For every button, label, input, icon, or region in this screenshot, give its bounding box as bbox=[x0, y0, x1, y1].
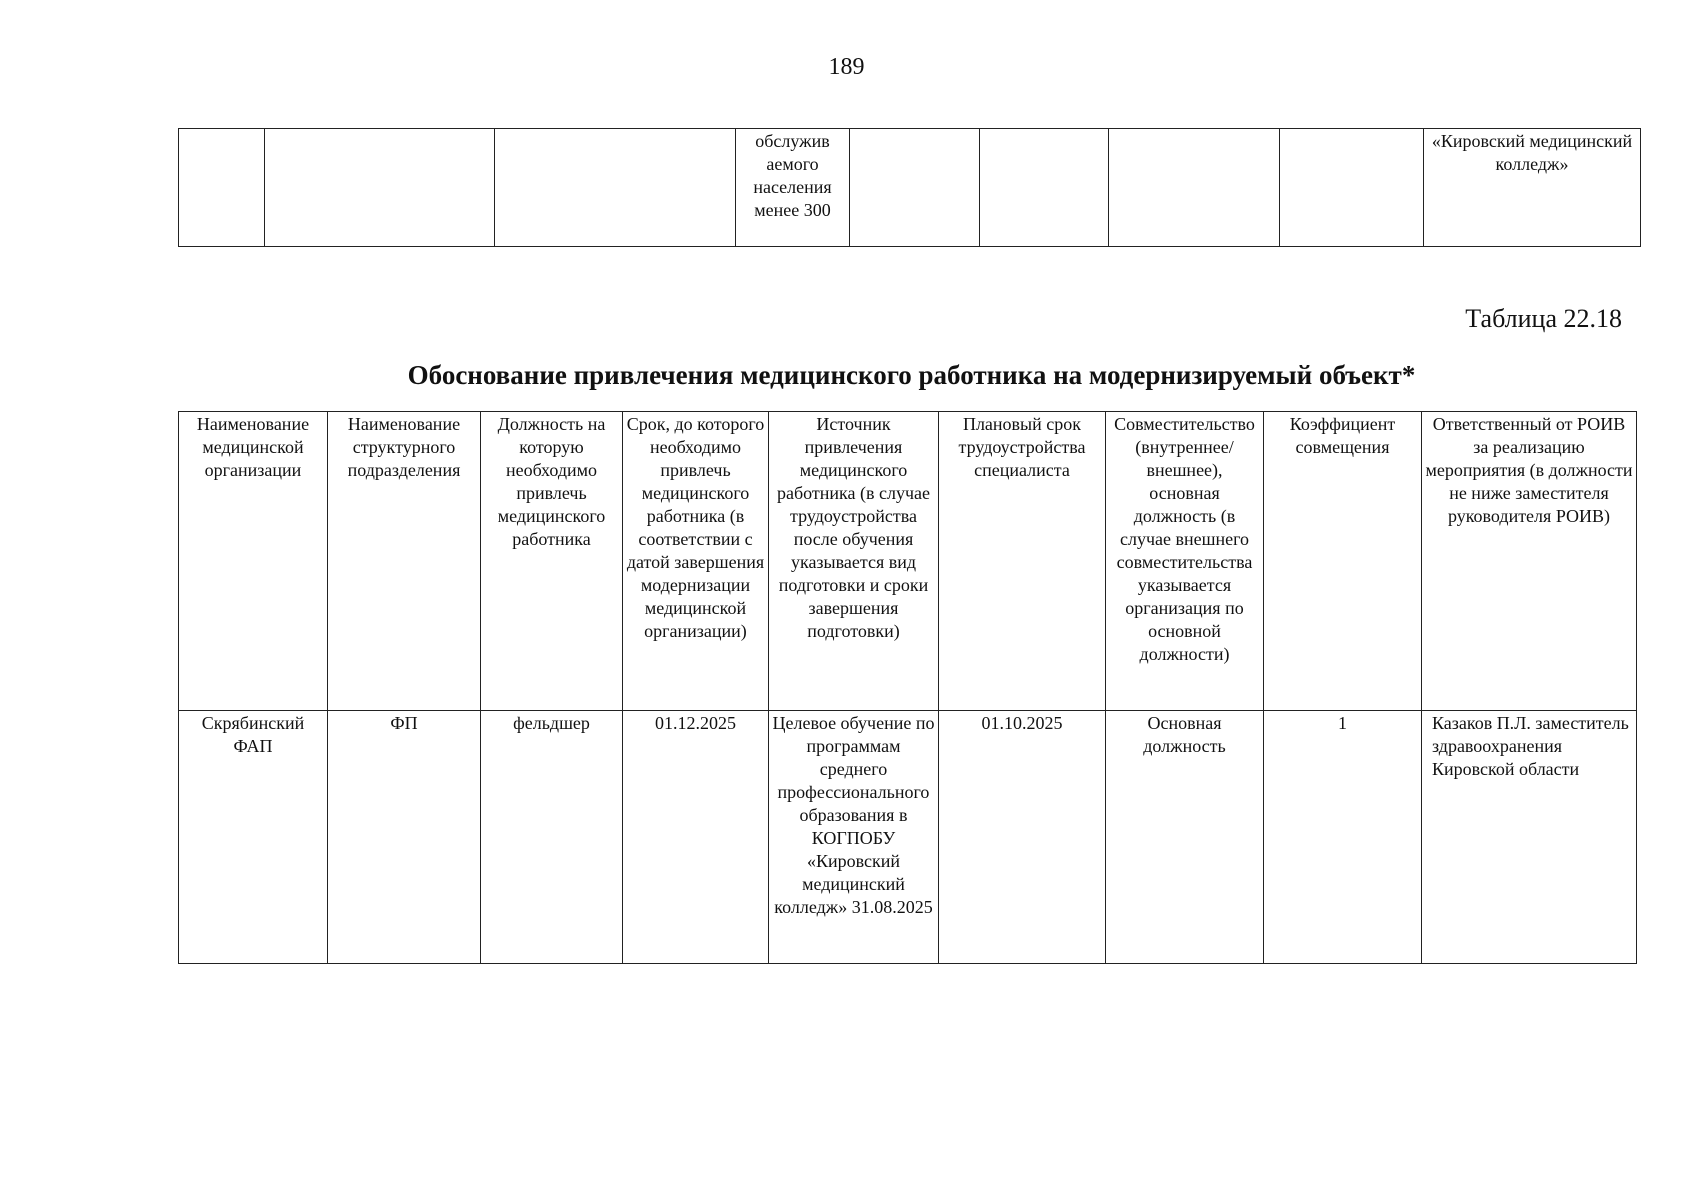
table-cell: Основная должность bbox=[1106, 711, 1264, 964]
continuation-cell: обслужив аемого населения менее 300 bbox=[736, 129, 850, 247]
header-cell: Ответственный от РОИВ за реализацию мероприятия (в должности не ниже заместителя руководителя РОИВ) bbox=[1422, 412, 1637, 711]
table-cell: фельдшер bbox=[481, 711, 623, 964]
continuation-cell: «Кировский медицинский колледж» bbox=[1424, 129, 1641, 247]
continuation-table bbox=[178, 128, 1641, 247]
continuation-cell bbox=[265, 129, 495, 247]
header-cell: Коэффициент совмещения bbox=[1264, 412, 1422, 711]
main-table bbox=[178, 411, 1637, 964]
table-cell: Целевое обучение по программам среднего профессионального образования в КОГПОБУ «Кировский медицинский колледж» 31.08.2025 bbox=[769, 711, 939, 964]
header-cell: Источник привлечения медицинского работника (в случае трудоустройства после обучения указывается вид подготовки и сроки завершения подготовки) bbox=[769, 412, 939, 711]
table-row bbox=[179, 711, 1637, 964]
header-cell: Срок, до которого необходимо привлечь медицинского работника (в соответствии с датой завершения модернизации медицинской организации) bbox=[623, 412, 769, 711]
header-cell: Должность на которую необходимо привлечь медицинского работника bbox=[481, 412, 623, 711]
table-title: Обоснование привлечения медицинского работника на модернизируемый объект* bbox=[407, 360, 1416, 390]
table-cell: Скрябинский ФАП bbox=[179, 711, 328, 964]
header-row bbox=[179, 412, 1637, 711]
table-cell: 01.10.2025 bbox=[939, 711, 1106, 964]
table-cell: Казаков П.Л. заместитель здравоохранения Кировской области bbox=[1422, 711, 1637, 964]
table-number: Таблица 22.18 bbox=[1465, 304, 1622, 333]
header-cell: Совместительство (внутреннее/внешнее), основная должность (в случае внешнего совместительства указывается организация по основной должности) bbox=[1106, 412, 1264, 711]
header-cell: Плановый срок трудоустройства специалиста bbox=[939, 412, 1106, 711]
header-cell: Наименование структурного подразделения bbox=[328, 412, 481, 711]
continuation-row bbox=[179, 129, 1641, 247]
table-cell: 01.12.2025 bbox=[623, 711, 769, 964]
continuation-cell bbox=[495, 129, 736, 247]
continuation-cell bbox=[179, 129, 265, 247]
table-cell: 1 bbox=[1264, 711, 1422, 964]
continuation-cell bbox=[980, 129, 1109, 247]
header-cell: Наименование медицинской организации bbox=[179, 412, 328, 711]
continuation-cell bbox=[1109, 129, 1280, 247]
continuation-cell bbox=[1280, 129, 1424, 247]
continuation-cell bbox=[850, 129, 980, 247]
table-cell: ФП bbox=[328, 711, 481, 964]
page-number: 189 bbox=[828, 54, 865, 80]
